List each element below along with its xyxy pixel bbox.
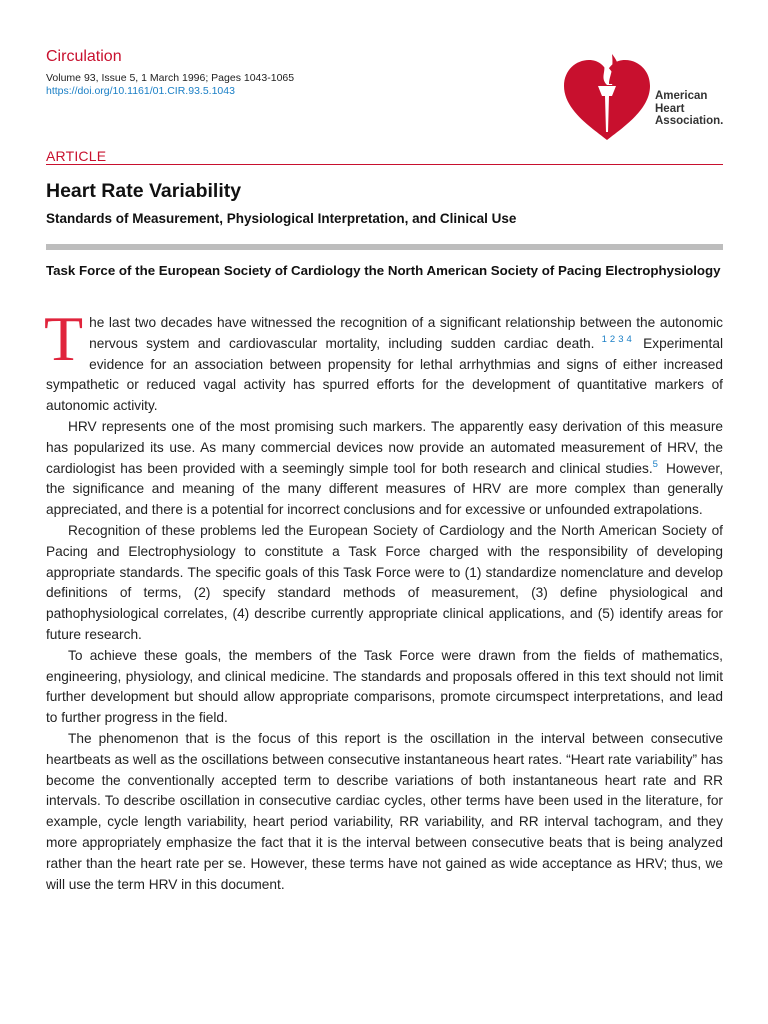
author-list: Task Force of the European Society of Cardiology the North American Society of Pacing Electrophysiology: [46, 263, 721, 278]
reference-links: [594, 334, 634, 345]
reference-link[interactable]: 4: [626, 334, 632, 346]
paragraph: To achieve these goals, the members of the Task Force were drawn from the fields of mathematics, engineering, physiology, and clinical medicine. The standards and proposals offered in this text should not limit further development but should allow appropriate comparisons, promote circumspect interpretations, and lead to further progress in the field.: [46, 647, 723, 726]
article-subtitle: Standards of Measurement, Physiological Interpretation, and Clinical Use: [46, 211, 517, 226]
paragraph: The last two decades have witnessed the recognition of a significant relationship between the autonomic nervous system and cardiovascular mortality, including sudden cardiac death. $^{1 2 3 4}$ Experimental evidence for an association between propensity for lethal arrhythmias and signs of either increased sympathetic or reduced vagal activity has spurred efforts for the development of quantitative markers of autonomic activity.: [44, 303, 724, 414]
heart-torch-icon: [562, 50, 652, 142]
section-label: ARTICLE: [46, 148, 107, 164]
journal-name[interactable]: Circulation: [46, 48, 122, 65]
reference-link[interactable]: 3: [618, 334, 624, 346]
title-divider: [46, 244, 723, 250]
section-divider: [46, 164, 723, 165]
paragraph: The phenomenon that is the focus of this report is the oscillation in the interval between consecutive heartbeats as well as the oscillations between consecutive instantaneous heart rates. “Heart rate variability” has become the conventionally accepted term to describe variations of both instantaneous heart rate and RR intervals. To describe oscillation in consecutive cardiac cycles, other terms have been used in the literature, for example, cycle length variability, heart period variability, RR variability, and RR interval tachogram, and they more appropriately emphasize the fact that it is the interval between consecutive beats that is being analyzed rather than the heart rate per se. However, these terms have not gained as wide acceptance as HRV; thus, we will use the term HRV in this document.: [46, 730, 723, 892]
paragraph: HRV represents one of the most promising such markers. The apparently easy derivation of this measure has popularized its use. As many commercial devices now provide an automated measurement of HRV, the cardiologist has been provided with a seemingly simple tool for both research and clinical studies.$^5$ However, the significance and meaning of the many different measures of HRV are more complex than generally appreciated, and there is a potential for incorrect conclusions and for excessive or unfounded extrapolations.: [46, 418, 724, 518]
aha-logo-text: American Heart Association.: [655, 90, 724, 127]
article-body: [44, 303, 724, 895]
doi-link[interactable]: https://doi.org/10.1161/01.CIR.93.5.1043: [46, 85, 235, 97]
article-title: Heart Rate Variability: [46, 180, 242, 202]
citation-info: Volume 93, Issue 5, 1 March 1996; Pages 1043-1065: [46, 72, 295, 84]
drop-cap: T: [44, 303, 84, 374]
reference-link[interactable]: 5: [652, 459, 658, 471]
aha-logo: [562, 50, 732, 142]
paragraph: Recognition of these problems led the European Society of Cardiology and the North American Society of Pacing and Electrophysiology to constitute a Task Force charged with the responsibility of developing appropriate standards. The specific goals of this Task Force were to (1) standardize nomenclature and develop definitions of terms, (2) specify standard methods of measurement, (3) define physiological and pathophysiological correlates, (4) describe currently appropriate clinical applications, and (5) identify areas for future research.: [46, 522, 723, 642]
reference-link[interactable]: 2: [609, 334, 616, 346]
reference-link[interactable]: 1: [601, 334, 607, 346]
article-header: [46, 48, 723, 148]
